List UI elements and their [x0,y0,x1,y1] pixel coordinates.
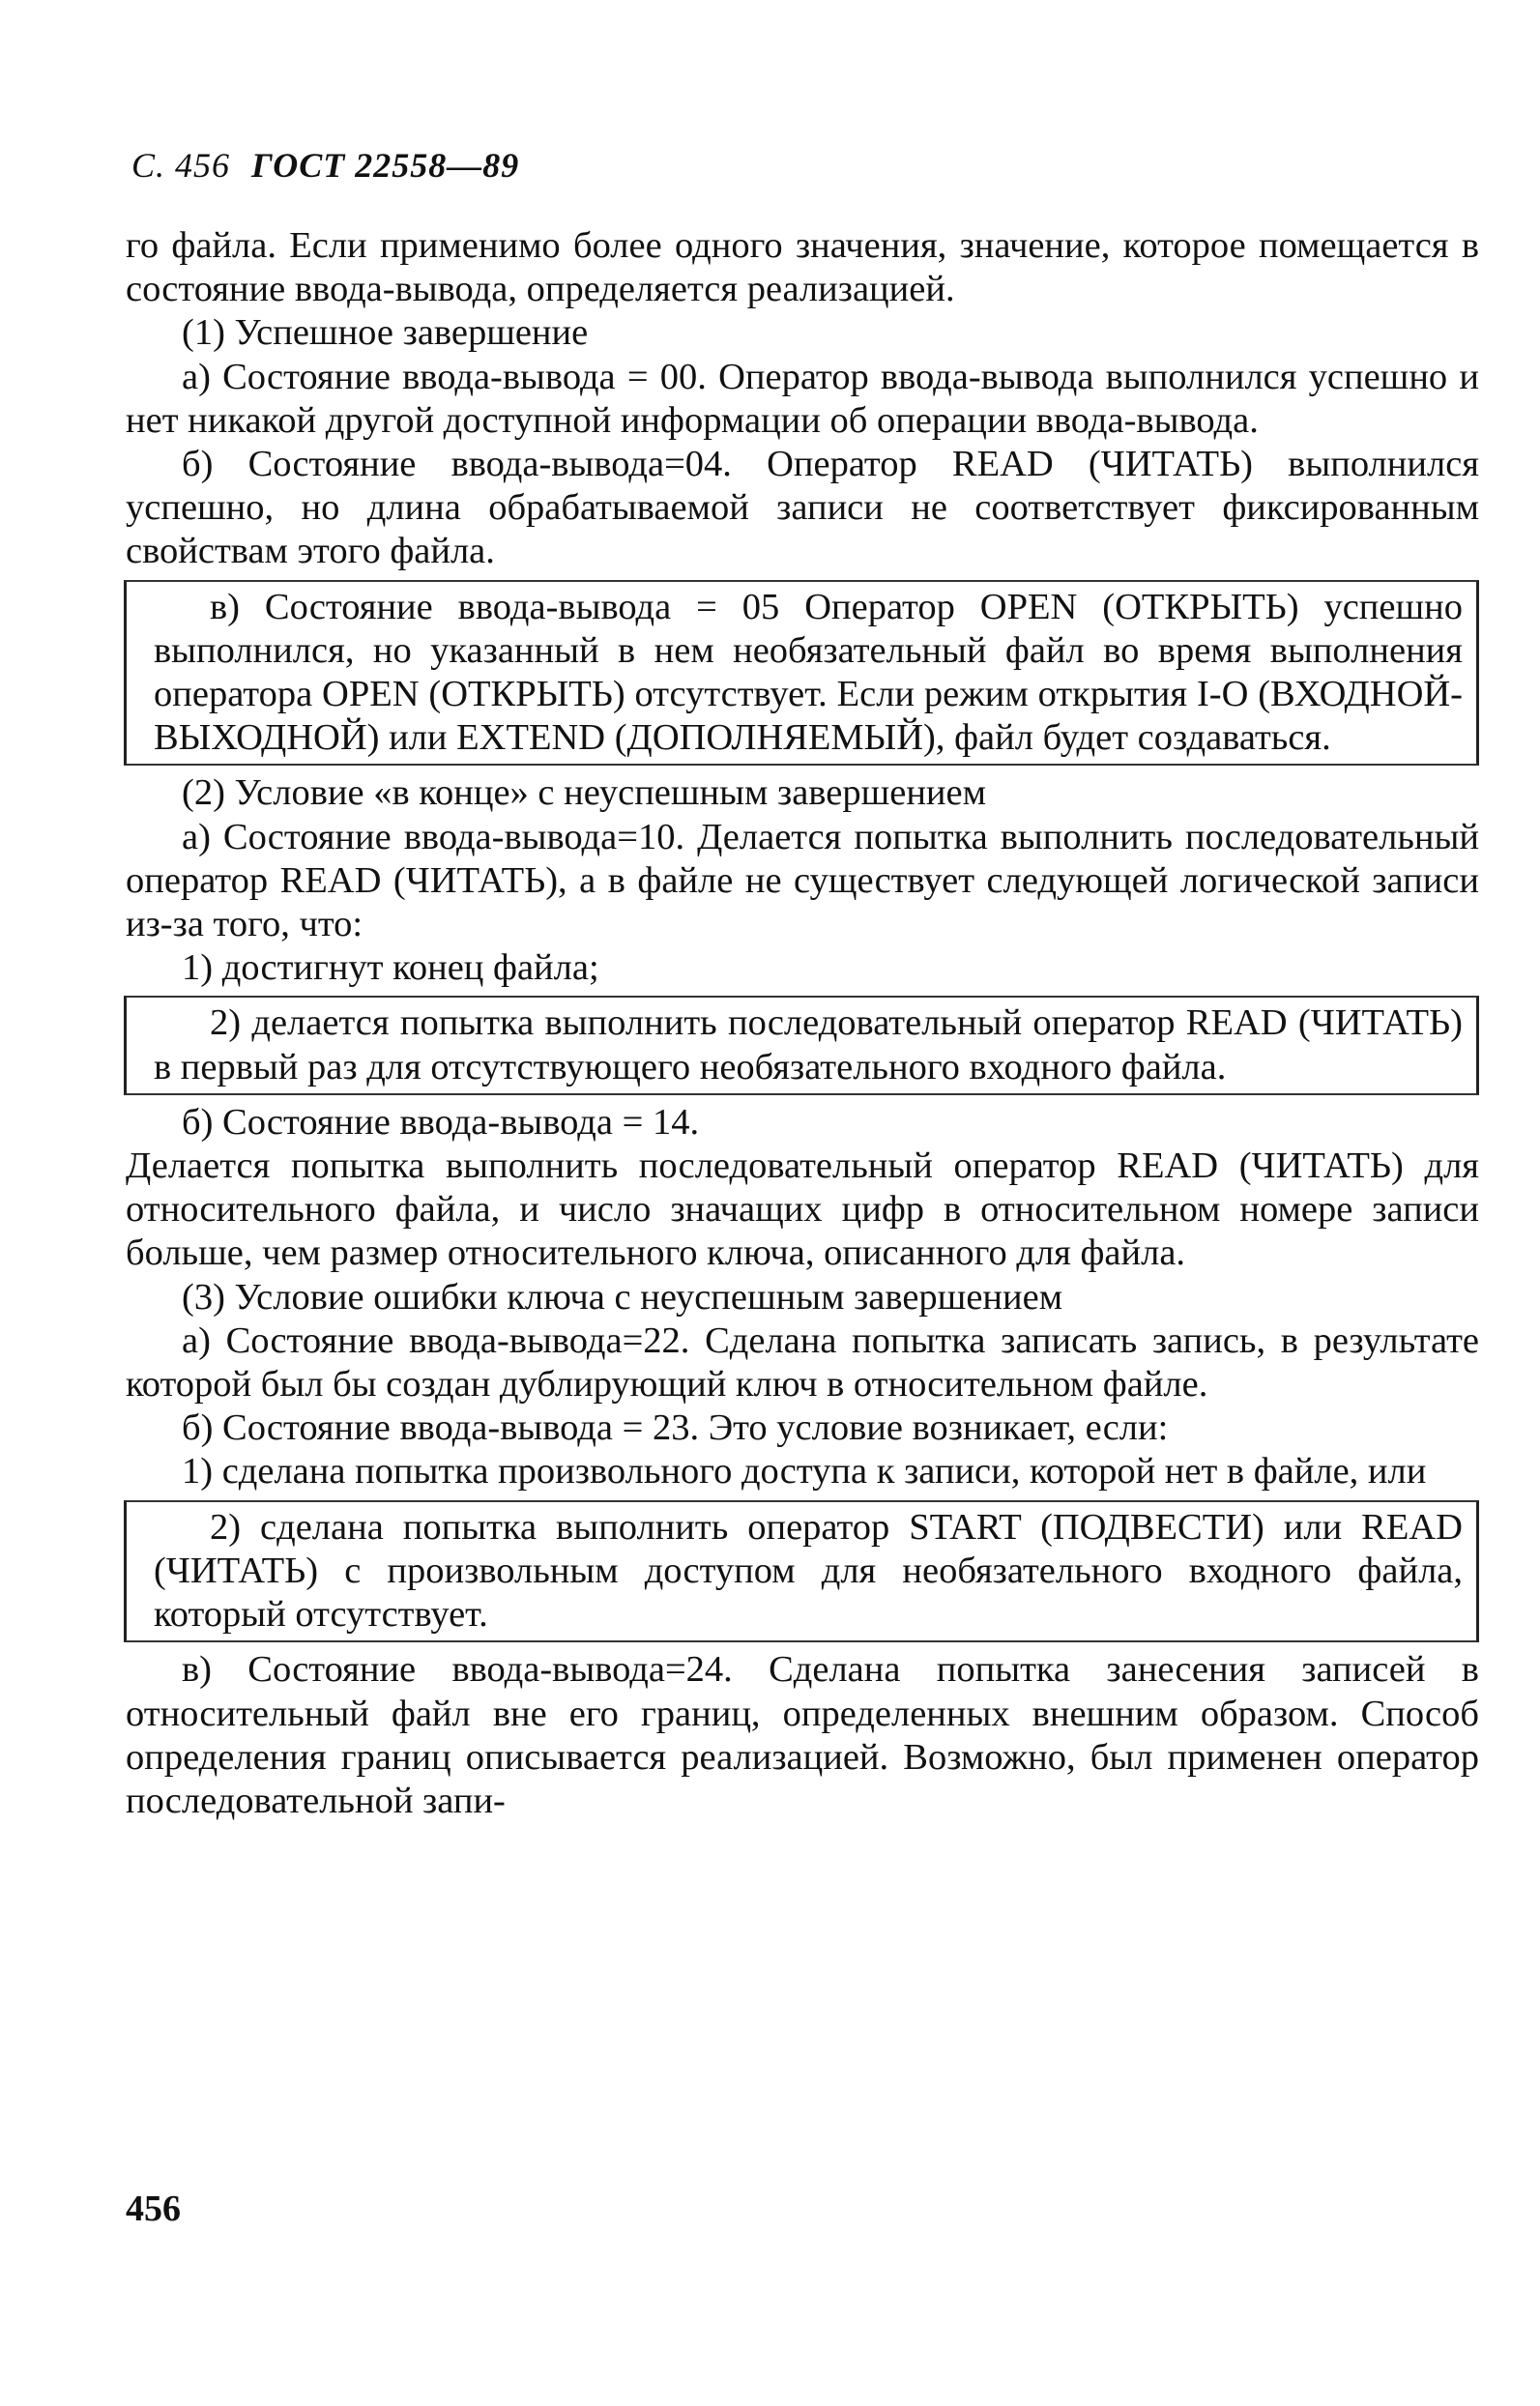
bordered-block [124,580,1479,767]
standard-title: ГОСТ 22558—89 [251,146,520,185]
paragraph: го файла. Если применимо более одного значения, значение, которое помещается в состояние ввода-вывода, определяется реализацией. [126,225,1479,310]
section-heading: (3) Условие ошибки ключа с неуспешным завершением [182,1276,1063,1318]
paragraph: б) Состояние ввода-вывода = 23. Это условие возникает, если: [182,1407,1169,1449]
paragraph: б) Состояние ввода-вывода = 14. [182,1101,700,1143]
paragraph: 1) достигнут конец файла; [182,947,599,989]
boxed-paragraph: 2) делается попытка выполнить последовательный оператор READ (ЧИТАТЬ) в первый раз для отсутствующего необязательного входного файла. [154,1002,1463,1087]
paragraph: а) Состояние ввода-вывода=22. Сделана попытка записать запись, в результате которой был бы создан дублирующий ключ в относительном файле. [126,1319,1479,1406]
paragraph: 1) сделана попытка произвольного доступа к записи, которой нет в файле, или [182,1451,1427,1493]
paragraph: а) Состояние ввода-вывода = 00. Оператор ввода-вывода выполнился успешно и нет никакой другой доступной информации об операции ввода-вывода. [126,356,1479,441]
body-text [126,224,1479,1823]
paragraph: а) Состояние ввода-вывода=10. Делается попытка выполнить последовательный оператор READ (ЧИТАТЬ), а в файле не существует следующей логической записи из-за того, что: [126,816,1479,945]
paragraph: б) Состояние ввода-вывода=04. Оператор READ (ЧИТАТЬ) выполнился успешно, но длина обрабатываемой записи не соответствует фиксированным свойствам этого файла. [126,444,1479,572]
bordered-block [124,1500,1479,1643]
page-reference: С. 456 [131,146,231,185]
section-heading: (2) Условие «в конце» с неуспешным завершением [182,772,986,814]
paragraph: Делается попытка выполнить последовательный оператор READ (ЧИТАТЬ) для относительного файла, и число значащих цифр в относительном номере записи больше, чем размер относительного ключа, описанного для файла. [126,1145,1479,1274]
boxed-paragraph: в) Состояние ввода-вывода = 05 Оператор OPEN (ОТКРЫТЬ) успешно выполнился, но указанный в нем необязательный файл во время выполнения оператора OPEN (ОТКРЫТЬ) отсутствует. Если режим открытия I-O (ВХОДНОЙ-ВЫХОДНОЙ) или EXTEND (ДОПОЛНЯЕМЫЙ), файл будет создаваться. [154,586,1463,759]
section-heading: (1) Успешное завершение [182,312,589,354]
boxed-paragraph: 2) сделана попытка выполнить оператор START (ПОДВЕСТИ) или READ (ЧИТАТЬ) с произвольным доступом для необязательного входного файла, который отсутствует. [154,1506,1463,1636]
bordered-block [124,996,1479,1094]
page-number: 456 [126,2189,181,2229]
paragraph: в) Состояние ввода-вывода=24. Сделана попытка занесения записей в относительный файл вне его границ, определенных внешним образом. Способ определения границ описывается реализацией. Возможно, был применен оператор последовательной запи- [126,1649,1479,1821]
page-header [131,145,519,186]
